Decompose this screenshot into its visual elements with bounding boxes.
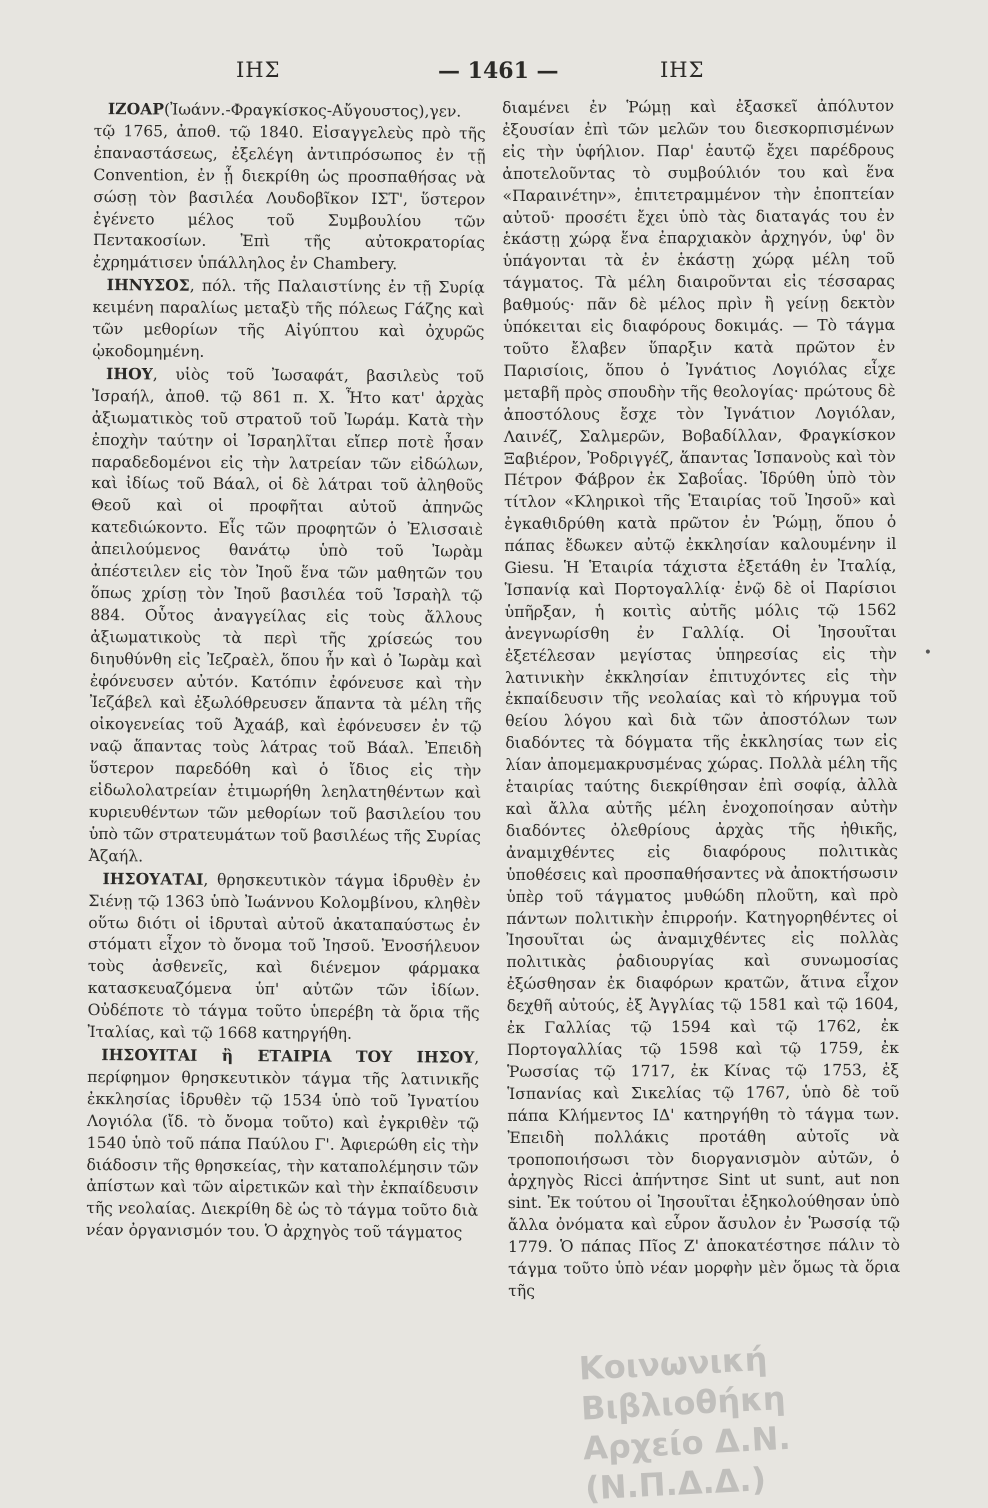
page-header: [88, 58, 878, 98]
page-number: — 1461 —: [438, 58, 559, 84]
entry-ienysos: [92, 274, 485, 365]
right-column: [502, 96, 900, 1303]
entry-iesouatai: [87, 868, 480, 1047]
entry-text: , πόλ. τῆς Παλαιστίνης ἐν τῇ Συρίᾳ κειμένη παραλίως μεταξὺ τῆς πόλεως Γάζης καὶ τῶν μεθορίων τῆς Αἰγύπτου καὶ ὀχυρῶς ᾠκοδομημένη.: [92, 276, 485, 361]
entry-iesouitai: [86, 1044, 479, 1245]
left-column: [86, 98, 486, 1245]
entry-headword: ΙΗΟΥ: [106, 363, 153, 384]
entry-text: , περίφημον θρησκευτικὸν τάγμα τῆς λατινικῆς ἐκκλησίας ἱδρυθὲν τῷ 1534 ὑπὸ τοῦ Ἰγνατίου Λογιόλα (ἴδ. τὸ ὄνομα τοῦτο) καὶ ἐγκριθὲν τῷ 1540 ὑπὸ τοῦ πάπα Παύλου Γ'. Ἀφιερώθη εἰς τὴν διάδοσιν τῆς θρησκείας, τὴν καταπολέμησιν τῶν ἀπίστων καὶ τῶν αἱρετικῶν καὶ τὴν ἐκπαίδευσιν τῆς νεολαίας. Διεκρίθη δὲ ὡς τὸ τάγμα τοῦτο διὰ νέαν ὀργανισμόν του. Ὁ ἀρχηγὸς τοῦ τάγματος: [86, 1048, 480, 1242]
entry-headword: ΙΗΣΟΥΙΤΑΙ ἢ ΕΤΑΙΡΙΑ ΤΟΥ ΙΗΣΟΥ: [101, 1045, 475, 1067]
entry-iesouitai-continued: διαμένει ἐν Ῥώμῃ καὶ ἐξασκεῖ ἀπόλυτον ἐξουσίαν ἐπὶ τῶν μελῶν του διεσκορπισμένων εἰς τὴν ὑφήλιον. Παρ' ἑαυτῷ ἔχει παρέδρους ἀποτελοῦντας τὸ συμβούλιόν του καὶ ἕνα «Παραινέτην», ἐπιτετραμμένον τὴν ἐποπτείαν αὐτοῦ· προσέτι ἔχει ὑπὸ τὰς διαταγάς του ἐν ἑκάστῃ χώρᾳ ἕνα ἐπαρχιακὸν ἀρχηγόν, ὑφ' ὃν ὑπάγονται τὰ ἐν ἑκάστῃ χώρᾳ μέλη τοῦ τάγματος. Τὰ μέλη διαιροῦνται εἰς τέσσαρας βαθμούς· πᾶν δὲ μέλος πρὶν ἢ γείνῃ δεκτὸν ὑπόκειται εἰς διαφόρους δοκιμάς. — Τὸ τάγμα τοῦτο ἔλαβεν ὕπαρξιν κατὰ πρῶτον ἐν Παρισίοις, ὅπου ὁ Ἰγνάτιος Λογιόλας εἶχε μεταβῆ πρὸς σπουδὴν τῆς θεολογίας· πρώτους δὲ ἀποστόλους ἔσχε τὸν Ἰγνάτιον Λογιόλαν, Λαινέζ, Σαλμερῶν, Βοβαδίλλαν, Φραγκίσκον Ξαβιέρον, Ῥοδριγγέζ, ἅπαντας Ἱσπανοὺς καὶ τὸν Πέτρον Φάβρον ἐκ Σαβοΐας. Ἱδρύθη ὑπὸ τὸν τίτλον «Κληρικοὶ τῆς Ἑταιρίας τοῦ Ἰησοῦ» καὶ ἐγκαθιδρύθη κατὰ πρῶτον ἐν Ῥώμῃ, ὅπου ὁ πάπας ἔδωκεν αὐτῷ ἐκκλησίαν καλουμένην il Giesu. Ἡ Ἑταιρία τάχιστα ἐξετάθη ἐν Ἰταλίᾳ, Ἱσπανίᾳ καὶ Πορτογαλλίᾳ· ἐνῷ δὲ οἱ Παρίσιοι ὑπῆρξαν, ἡ κοιτὶς αὐτῆς μόλις τῷ 1562 ἀνεγνωρίσθη ἐν Γαλλίᾳ. Οἱ Ἰησουῖται ἐξετέλεσαν μεγίστας ὑπηρεσίας εἰς τὴν λατινικὴν ἐκκλησίαν ἐπιτυχόντες εἰς τὴν ἐκπαίδευσιν τῆς νεολαίας καὶ τὸ κήρυγμα τοῦ θείου λόγου καὶ διὰ τῶν ἀποστόλων των διαδόντες τὰ δόγματα τῆς ἐκκλησίας των εἰς λίαν ἀπομεμακρυσμένας χώρας. Πολλὰ μέλη τῆς ἑταιρίας ταύτης διεκρίθησαν ἐπὶ σοφίᾳ, ἀλλὰ καὶ ἄλλα αὐτῆς μέλη ἐνοχοποίησαν αὐτὴν διαδόντες ὀλεθρίους ἀρχὰς τῆς ἠθικῆς, ἀναμιχθέντες εἰς διαφόρους πολιτικὰς ὑποθέσεις καὶ προσπαθήσαντες νὰ ἀποκτήσωσιν ὑπὲρ τοῦ τάγματος μυθώδη πλοῦτη, καὶ πρὸ πάντων πολιτικὴν ἐπιρροήν. Κατηγορηθέντες οἱ Ἰησουῖται ὡς ἀναμιχθέντες εἰς πολλὰς πολιτικὰς ῥαδιουργίας καὶ συνωμοσίας ἐξώσθησαν ἐκ διαφόρων κρατῶν, ἅτινα εἶχον δεχθῆ αὐτούς, ἐξ Ἀγγλίας τῷ 1581 καὶ τῷ 1604, ἐκ Γαλλίας τῷ 1594 καὶ τῷ 1762, ἐκ Πορτογαλλίας τῷ 1598 καὶ τῷ 1759, ἐκ Ῥωσσίας τῷ 1717, ἐκ Κίνας τῷ 1753, ἐξ Ἱσπανίας καὶ Σικελίας τῷ 1767, ὑπὸ δὲ τοῦ πάπα Κλήμεντος ΙΔ' κατηργήθη τὸ τάγμα των. Ἐπειδὴ πολλάκις προτάθη αὐτοῖς νὰ τροποποιήσωσι τὸν διοργανισμὸν αὐτῶν, ὁ ἀρχηγὸς Ricci ἀπήντησε Sint ut sunt, aut non sint. Ἐκ τούτου οἱ Ἰησουῖται ἐξηκολούθησαν ὑπὸ ἄλλα ὀνόματα καὶ εὗρον ἄσυλον ἐν Ῥωσσίᾳ τῷ 1779. Ὁ πάπας Πῖος Ζ' ἀποκατέστησε πάλιν τὸ τάγμα τοῦτο ὑπὸ νέαν μορφὴν μὲν ὅμως τὰ ὅρια τῆς: [502, 96, 901, 1300]
library-watermark-stamp: [577, 1331, 912, 1508]
entry-text: , θρησκευτικὸν τάγμα ἱδρυθὲν ἐν Σιένῃ τῷ 1363 ὑπὸ Ἰωάννου Κολομβίνου, κληθὲν οὕτω διότι οἱ ἱδρυταὶ αὐτοῦ ἀκαταπαύστως ἐν στόματι εἶχον τὸ ὄνομα τοῦ Ἰησοῦ. Ἐνοσήλευον τοὺς ἀσθενεῖς, καὶ διένεμον φάρμακα κατασκευαζόμενα ὑπ' αὐτῶν τῶν ἰδίων. Οὐδέποτε τὸ τάγμα τοῦτο ὑπερέβη τὰ ὅρια τῆς Ἰταλίας, καὶ τῷ 1668 κατηργήθη.: [87, 870, 481, 1043]
entry-text: , υἱὸς τοῦ Ἰωσαφάτ, βασιλεὺς τοῦ Ἰσραήλ, ἀποθ. τῷ 861 π. Χ. Ἦτο κατ' ἀρχὰς ἀξιωματικὸς τοῦ στρατοῦ τοῦ Ἰωράμ. Κατὰ τὴν ἐποχὴν ταύτην οἱ Ἰσραηλῖται εἴπερ ποτὲ ἦσαν παραδεδομένοι εἰς τὴν λατρείαν τῶν εἰδώλων, καὶ ἰδίως τοῦ Βάαλ, οἱ δὲ λάτραι τοῦ ἀληθοῦς Θεοῦ καὶ οἱ προφῆται αὐτοῦ ἀπηνῶς κατεδιώκοντο. Εἷς τῶν προφητῶν ὁ Ἐλισσαιὲ ἀπειλούμενος θανάτῳ ὑπὸ τοῦ Ἰωρὰμ ἀπέστειλεν εἰς τὸν Ἰηοῦ ἕνα τῶν μαθητῶν του ὅπως χρίσῃ τὸν Ἰηοῦ βασιλέα τοῦ Ἰσραὴλ τῷ 884. Οὗτος ἀναγγείλας εἰς τοὺς ἄλλους ἀξιωματικοὺς τὰ περὶ τῆς χρίσεώς του διηυθύνθη εἰς Ἰεζραὲλ, ὅπου ἦν καὶ ὁ Ἰωρὰμ καὶ ἐφόνευσεν αὐτόν. Κατόπιν ἐφόνευσε καὶ τὴν Ἰεζάβελ καὶ ἐξωλόθρευσεν ἅπαντα τὰ μέλη τῆς οἰκογενείας τοῦ Ἀχαάβ, καὶ ἐφόνευσεν ἐν τῷ ναῷ ἅπαντας τοὺς λάτρας τοῦ Βάαλ. Ἐπειδὴ ὕστερον παρεδόθη καὶ ὁ ἴδιος εἰς τὴν εἰδωλολατρείαν ἐτιμωρήθη λεηλατηθέντων καὶ κυριευθέντων τῶν μεθορίων τοῦ βασιλείου του ὑπὸ τῶν στρατευμάτων τοῦ βασιλέως τῆς Συρίας Ἀζαήλ.: [88, 365, 485, 866]
margin-mark: •: [923, 645, 932, 661]
entry-headword: ΙΗΣΟΥΑΤΑΙ: [102, 868, 204, 889]
entry-text: (Ἰωάνν.-Φραγκίσκος-Αὔγουστος),γεν. τῷ 1765, ἀποθ. τῷ 1840. Εἰσαγγελεὺς πρὸ τῆς ἐπαναστάσεως, ἐξελέγη ἀντιπρόσωπος ἐν τῇ Convention, ἐν ᾗ διεκρίθη ὡς προσπαθήσας νὰ σώσῃ τὸν βασιλέα Λουδοβῖκον ΙΣΤ', ὕστερον ἐγένετο μέλος τοῦ Συμβουλίου τῶν Πεντακοσίων. Ἐπὶ τῆς αὐτοκρατορίας ἐχρημάτισεν ὑπάλληλος ἐν Chambery.: [92, 100, 486, 274]
entry-izoar: [93, 98, 486, 277]
running-head-right: ΙΗΣ: [660, 58, 705, 82]
running-head-left: ΙΗΣ: [236, 58, 281, 82]
entry-headword: ΙΗΝΥΣΟΣ: [106, 275, 190, 295]
entry-headword: ΙΖΟΑΡ: [107, 99, 165, 119]
stamp-line-1: Κοινωνική Βιβλιοθήκη: [577, 1339, 787, 1428]
stamp-line-2: Αρχείο Δ.Ν. (Ν.Π.Δ.Δ.): [582, 1418, 792, 1508]
entry-ieou: [89, 363, 485, 871]
